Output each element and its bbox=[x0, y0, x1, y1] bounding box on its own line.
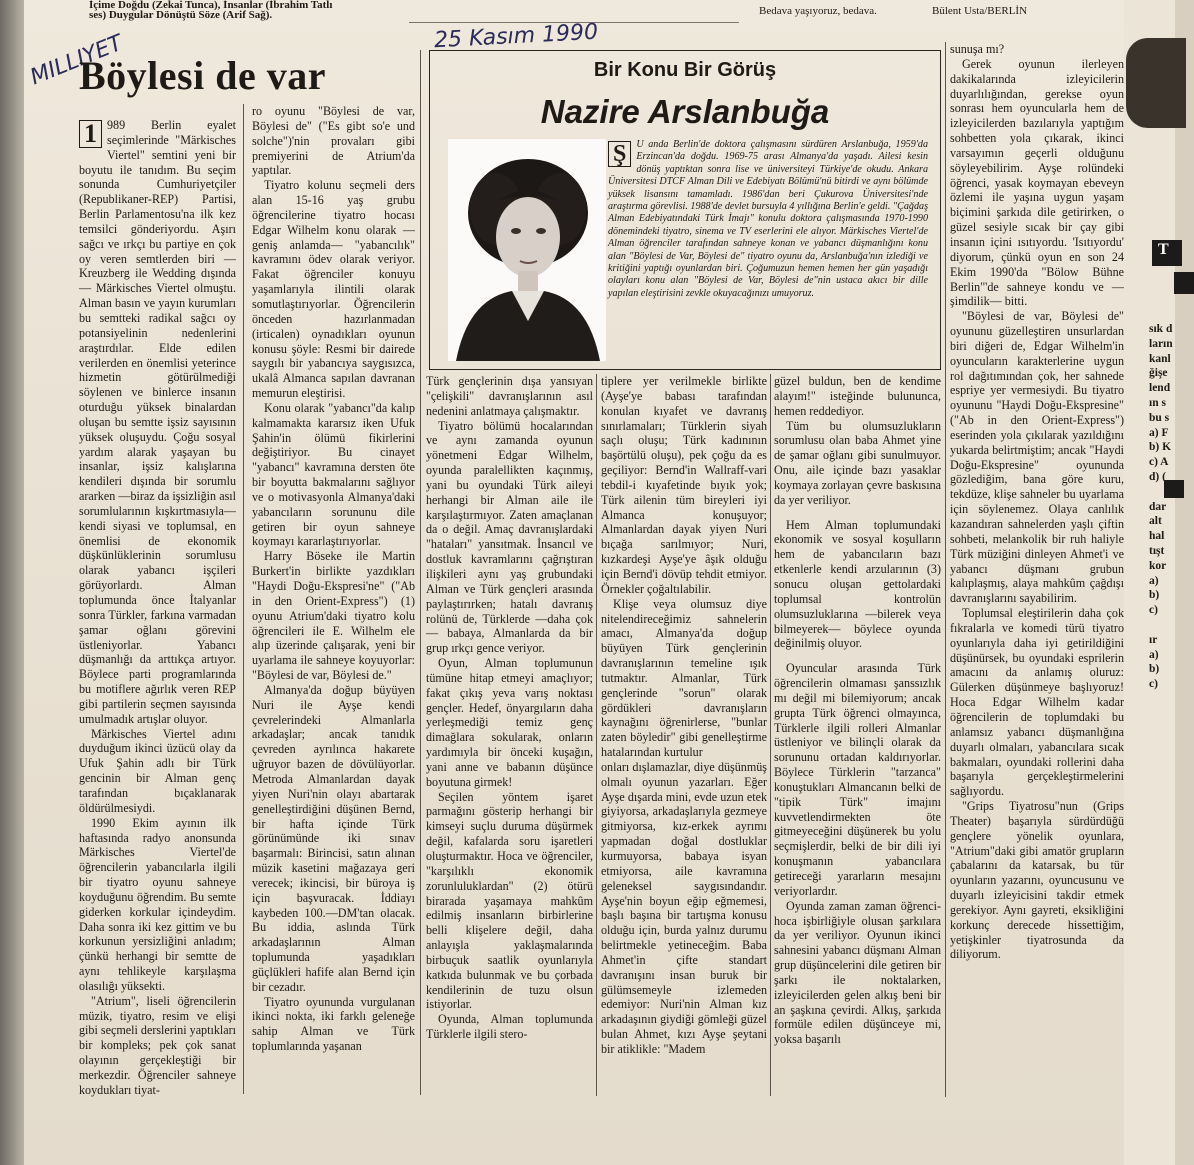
column-5-paragraph-3: Hem Alman toplumundaki ekonomik ve sosyal koşulların hem de yabancıların bazı etkenlerle kendi arzularının (3) sonucu oluşan gettolardaki toplumsal kontrolün olumsuzluklarına —bilerek veya bilmeyerek— böylece oyunda değinilmiş oluyor. bbox=[774, 517, 941, 651]
column-6-paragraph-2: Gerek oyunun ilerleyen dakikalarında izleyicilerin duyarlılığından, gerekse oyun sonrası hem oyuncularla hem de izleyicilerden bazılarıyla yaptığım sohbetten yola çıkarak, ikinci varsayımın geçerli olduğunu söyleyebilirim. Ayşe rolündeki öğrenci, yasak koymayan ebeveyn özlemi ile yaşına uygun yaşam biçimini şarkıda dile getirirken, o güzel sesiyle sıcak bir çay gibi insanın içini ısıtıyordu. 'Isıtıyordu' diyorum, çünkü oyun en son 24 Ekim 1990'da "Bölow Bühne Berlin"'de sahneye kondu ve —şimdilik— bitti. bbox=[950, 56, 1124, 309]
column-rule bbox=[243, 104, 244, 1094]
column-1 bbox=[79, 118, 236, 1098]
column-4 bbox=[601, 374, 767, 1057]
column-3-paragraph-5: Oyunda, Alman toplumunda Türklerle ilgili stero- bbox=[426, 1012, 593, 1042]
adjacent-heading-letter: T bbox=[1158, 241, 1169, 258]
column-2 bbox=[252, 104, 415, 1054]
column-4-paragraph-1: tiplere yer verilmekle birlikte (Ayşe'ye babası tarafından konulan kıyafet ve davranış sınırlamaları; Türklerin siyah saçlı oluşu; Türk kadınının başörtülü oluşu), pek çoğu da es geçiliyor: Bernd'in Wallraff-vari tebdil-i kıyafetinde bıyık yok; Türk ailenin tüm bireyleri iyi Almanca konuşuyor; Almanlardan dayak yiyen Nuri bıçağa sarılmıyor; Nuri, kızkardeşi Ayşe'ye âşık olduğu için Bernd'i dövüp tehdit etmiyor. Örnekler çoğaltılabilir. bbox=[601, 374, 767, 596]
column-5-paragraph-4: Oyuncular arasında Türk öğrencilerin olmaması şanssızlık mı değil mi bilemiyorum; ancak grupta Türk öğrenci olmayınca, Türklerle ilgili rolleri Almanlar üstleniyor ve bilinçli olarak da sorununu ortadan kaldırıyorlar. Böylece Türklerin "tarzanca" konuştukları Almancanın belki de "tipik Türk" imajını kuvvetlendirmekten öte gitmeyeceğini düşünerek bu yolu seçmişlerdir, belki de bir dili iyi konuşmanın yabancılara getireceği yararların mesajını veriyorlardır. bbox=[774, 661, 941, 898]
author-bio bbox=[608, 139, 928, 300]
column-5-paragraph-5: Oyunda zaman zaman öğrenci-hoca işbirliğiyle olusan şarkılara da yer veriliyor. Oyunun ikinci sahnesini yabancı düşmanı Alman grup düşüncelerini dile getiren bir şarkı ile noktalarken, izleyicilerden gelen alkış beni bir an şaşkına çevirdi. Alkış, şarkıda formüle edilen düşünceye mi, yoksa başarılı bbox=[774, 898, 941, 1047]
column-1-paragraph-3: 1990 Ekim ayının ilk haftasında radyo anonsunda Märkisches Viertel'de öğrencilerin yabancılarla ilgili bir tiyatro oyunu sahneye koyduğunu öğrendim. Bu semte giderken korkular içindeydim. Daha sonra iki kez gittim ve bu korkunun yersizliğini anladım; çünkü herhangi bir semtte de aynı tehlikeyle karşılaşma olasılığı yüksekti. bbox=[79, 815, 236, 993]
column-3 bbox=[426, 374, 593, 1042]
bio-dropcap: Ş bbox=[608, 141, 631, 167]
column-5-paragraph-1: güzel buldun, ben de kendime alayım!" isteğinde bulununca, hemen reddediyor. bbox=[774, 374, 941, 418]
column-2-paragraph-3: Konu olarak "yabancı"da kalıp kalmamakta kararsız iken Ufuk Şahin'in ölümü fikirlerini değiştiriyor. Bu cinayet "yabancı" kavramına dersten öte bir boyutta bakmalarını sağlıyor ve o motivasyonla Almanya'daki yabancıların sorununu dile getiren bir oyun sahneye koymayı kararlaştırıyorlar. bbox=[252, 400, 415, 549]
adjacent-column-text: sık d ların kanl ğişe lend ın s bu s a) F b) K c) A d) ( dar alt hal tışt kor a) b) c) ır a) b) c) bbox=[1149, 323, 1173, 691]
column-6 bbox=[950, 42, 1124, 962]
article-headline: Böylesi de var bbox=[79, 53, 326, 98]
column-4-paragraph-3: onları dışlamazlar, diye düşünmüş olmalı oyunun yazarları. Eğer Ayşe dışarda mini, evde uzun etek giyiyorsa, arkadaşlarıyla gezmeye gitmiyorsa, kız-erkek ayrımı yapmadan doğal dostluklar kurmuyorsa, babaya isyan etmiyorsa, aile kavramına geleneksel saygısındandır. Ayşe'nin boyun eğip eğmemesi, başlı başına bir tartışma konusu olduğu için, burda yalnız durumu belirtmekle yetineceğim. Baba Ahmet'in çifte standart davranışını insan buruk bir gülümsemeyle izlemeden edemiyor: Nuri'nin Alman kız arkadaşının giydiği gömleği güzel bulan Ahmet, kızı Ayşe şeytani bir atiklikle: "Madem bbox=[601, 759, 767, 1056]
column-6-paragraph-3: "Böylesi de var, Böylesi de" oyununu güzelleştiren unsurlardan biri diğeri de, Edgar Wilhelm'in oyuncuların karakterlerine uygun rol dağıtımından çok, her sahnede espriye yer vermesiydi. Bu tiyatro oyununu "Haydi Doğu-Ekspresine" ("Ab in den Orient-Express") eserinden yola çıkılarak yazıldığını yukarda belirtmiştim; ancak "Haydi Doğu-Ekspresine" oyununda gözlediğim, bana göre kuru, tekdüze, klişe sahneler bu uyarlama için söylenemez. Olaya canlılık kazandıran sahnelerden yaşlı çiftin sohbeti, melankolik bir ruh haliyle Türk müziğini dinleyen Ahmet'i ve yabancı düşmanı grubun kalıplaşmış, alaya mahkûm çağdışı davranışlarını sayabilirim. bbox=[950, 309, 1124, 606]
column-5 bbox=[774, 374, 941, 1047]
dropcap: 1 bbox=[79, 120, 102, 148]
profile-box bbox=[429, 50, 941, 370]
adjacent-heading-block bbox=[1174, 272, 1194, 294]
column-1-paragraph-2: Märkisches Viertel adını duyduğum ikinci üzücü olay da Ufuk Şahin adlı bir Türk gencinin bir Alman genç tarafından bıçaklanarak öldürülmesiydi. bbox=[79, 726, 236, 815]
column-3-paragraph-3: Oyun, Alman toplumunun tümüne hitap etmeyi amaçlıyor; fakat çıkış yeva varış noktası gençler. Hedef, önyargıların daha yerleşmediği temiz genç dimağlara sokularak, onların yardımıyla bir önceki kuşağın, yani anne ve babanın düşünce boyutuna girmek! bbox=[426, 656, 593, 789]
adjacent-photo bbox=[1126, 38, 1186, 128]
column-6-paragraph-1: sunuşa mı? bbox=[950, 42, 1005, 56]
column-5-paragraph-2: Tüm bu olumsuzlukların sorumlusu olan baba Ahmet yine de şamar oğlanı gibi sunulmuyor. Onu, aile içinde bazı yasaklar koymaya zorlayan çevre baskısına da yer veriliyor. bbox=[774, 418, 941, 507]
column-3-paragraph-4: Seçilen yöntem işaret parmağını gösterip herhangi bir kimseyi suçlu duruma düşürmek değil, kafalarda soru işaretleri oluşturmaktır. Hoca ve öğrenciler, "karşılıklı ekonomik zorunluluklardan" (2) ötürü birarada yaşamaya mahkûm edilmiş insanların birbirlerine belli klişelere değil, daha anlayışla yaklaşmalarında birbuçuk saatlik oyunlarıyla katkıda bulunmak ve bu çorbada kendilerinin de tuzu olsun istiyorlar. bbox=[426, 789, 593, 1012]
author-portrait-photo bbox=[448, 139, 606, 361]
column-2-paragraph-4: Harry Böseke ile Martin Burkert'in birlikte yazdıkları "Haydi Doğu-Ekspresi'ne" ("Ab in den Orient-Express") (1) oyunu Atrium'daki tiyatro kolu öğrencileri ile E. Wilhelm ele alıp üzerinde çalışarak, yeni bir uyarlama ile sahneye koyuyorlar: "Böylesi de var, Böylesi de." bbox=[252, 549, 415, 683]
column-3-paragraph-2: Tiyatro bölümü hocalarından ve aynı zamanda oyunun yönetmeni Edgar Wilhelm, oyunda paralellikten kaçınmış, yani bu oyundaki Türk aileyi herhangi bir Alman aile ile karşılaştırmıyor. Zaten amaçlanan da o değil. Amaç davranışlardaki "hataları" yansıtmak. İnsancıl ve dostluk kavramlarını çağrıştıran ilişkileri aynı yaş grubundaki Alman ve Türk gençleri arasında paylaştırırken; hatalı davranış rolünü de, Türklerde —daha çok— babaya, Almanlarda da bir grup ırkçı gence veriyor. bbox=[426, 418, 593, 656]
handwritten-paper-name: MILLIYET bbox=[26, 30, 127, 91]
column-1-paragraph-1: 1 989 Berlin eyalet seçimlerinde "Märkisches Viertel" semtini yeni bir boyutu ile tanıdım. Bu seçim sonunda Cumhuriyetçiler (Republikaner-REP) Partisi, Berlin Parlamentosu'na ilk kez temsilci gönderiyordu. Aşırı sağcı ve ırkçı bu partiye en çok oy veren semtlerden biri —Kreuzberg ile Wedding dışında— Märkisches Viertel olmuştu. Alman basın ve yayın kurumları bu semtteki radikal sağcı oy potansiyelinin nedenlerini araştırdılar. Elde edilen verilerden en önemlisi yeterince hizmetin götürülmediği söylenen ve binlerce insanın oturduğu yüksek binalardan oluşan bu semtte işsiz sayısının yüksek oluşuydu. Çoğu sosyal yardım alarak yaşayan bu insanlar, işsiz kalışlarına kendileri dışında bir sorumlu ararken —biraz da işsizliğin asıl sorumlularının kışkırtmasıyla— kendi siyasi ve toplumsal, en önemlisi de ekonomik düşkünlüklerinin sorumlusu olarak yabancı işçileri görüyorlardı. Alman toplumunda önce İtalyanlar sonra Türkler, farkına varmadan şamar oğlanı görevini üstleniyorlar. Yabancı düşmanlığı da arttıkça artıyor. Böylece parti programlarında bu motiflere ağırlık veren REP gibi partilerin seçmen sayısında umulmadık artışlar oluyor. bbox=[79, 118, 236, 726]
bio-text: U anda Berlin'de doktora çalışmasını sürdüren Arslanbuğa, 1959'da Erzincan'da doğdu. 1969-75 arası Almanya'da yaşadı. Ailesi kesin dönüş yaptıktan sonra lise ve üniversiteyi Türkiye'de okudu. Ankara Üniversitesi DTCF Alman Dili ve Edebiyatı Bölümü'nü bitirdi ve aynı bölümde yüksek lisansını tamamladı. 1986'dan beri Çukurova Üniversitesi'nde araştırma görevlisi. 1988'de devlet bursuyla 4 yıllığına Berlin'e geldi. "Çağdaş Alman Edebiyatındaki Türk İmajı" konulu doktora çalışmasında 1970-1990 dönemindeki tiyatro, sinema ve TV eserlerini ele alıyor. Märkisches Viertel'de Alman öğrenciler tarafından sahneye konan ve yabancı düşmanlığını konu alan "Böylesi de Var, Böylesi de" tiyatro oyunu da, Arslanbuğa'nın izlediği ve kritiğini yaptığı oyunlardan biri. Çoğumuzun hemen hemen her gün yaşadığı olayları konu alan "Böylesi de Var, Böylesi de"nin ustaca akıcı bir dille yapılan eleştirisini zevkle okuyacağınızı umuyoruz. bbox=[608, 139, 928, 299]
top-strip bbox=[24, 0, 1151, 22]
handwritten-date: 25 Kasım 1990 bbox=[433, 19, 599, 54]
newspaper-page bbox=[24, 0, 1173, 1165]
top-byline-right: Bülent Usta/BERLİN bbox=[932, 5, 1028, 17]
column-rule bbox=[596, 374, 597, 1096]
column-rule bbox=[945, 42, 946, 1097]
column-1-paragraph-4: "Atrium", liseli öğrencilerin müzik, tiyatro, resim ve elişi gibi seçmeli derslerini yaptıkları bir kompleks; pek çok sanat olayının gerçekleştiği bir merkezdir. Öğrenciler sahneye koydukları tiyat- bbox=[79, 993, 236, 1097]
cartoon-sketch bbox=[409, 0, 739, 23]
adjacent-page-edge bbox=[1124, 0, 1175, 1165]
portrait-svg bbox=[448, 139, 606, 361]
column-2-paragraph-6: Tiyatro oyununda vurgulanan ikinci nokta, iki farklı geleneğe sahip Alman ve Türk toplumlarında yaşanan bbox=[252, 994, 415, 1054]
column-rule bbox=[770, 374, 771, 1096]
column-2-paragraph-2: Tiyatro kolunu seçmeli ders alan 15-16 yaş grubu öğrencilerine tiyatro hocası Edgar Wilhelm konu olarak —geniş anlamda— "yabancılık" kavramını ödev olarak veriyor. Fakat öğrenciler konuyu yaşamlarıyla ilintili olarak somutlaştırıyorlar. Öğrencilerin önceden hazırlanmadan (irticalen) oynadıkları oyunun konusu şöyle: Resmi bir dairede saygılı bir yabancıya saygısızca, ukalâ Almanca sapılan davranan memurun eleştirisi. bbox=[252, 178, 415, 401]
top-caption-line1: İçime Doğdu (Zekai Tunca), İnsanlar (İbrahim Tatlı bbox=[89, 0, 333, 11]
author-name: Nazire Arslanbuğa bbox=[540, 93, 830, 130]
column-4-paragraph-2: Klişe veya olumsuz diye nitelendireceğimiz sahnelerin amacı, Almanya'da doğup büyüyen Türk gençlerinin davranışlarının temeline ışık tutmaktır. Almanlar, Türk gençlerinde "sorun" olarak gördükleri davranışların kaynağını öğrenirlerse, "bunlar zaten böyledir" gibi genelleştirme hatalarından kurtulur bbox=[601, 596, 767, 760]
box-header: Bir Konu Bir Görüş bbox=[593, 59, 777, 81]
page-edge-shadow bbox=[0, 0, 24, 1165]
column-6-paragraph-5: "Grips Tiyatrosu"nun (Grips Theater) başarıyla sürdürdüğü gençlere yönelik oyunlara, "Atrium"daki gibi amatör grupların çabalarını da katarsak, bu tür oyunların yazarını, oyuncusunu ve duyarlı izleyicisini takdir etmek gerekiyor. Aynı gayreti, eksikliğini korkunç derecede hissettiğim, yetişkinler tiyatrosunda da diliyorum. bbox=[950, 799, 1124, 962]
column-6-paragraph-4: Toplumsal eleştirilerin daha çok fıkralarla ve komedi türü tiyatro oyunlarıyla daha iyi getirildiğini düşünürsek, bu oyundaki esprilerin amacını da anlamış oluruz: Gülerken düşünmeye başlıyoruz! Hoca Edgar Wilhelm kadar öğrencilerin de toplumdaki bu anlamsız yabancı düşmanlığına duyarlı olmaları, yabancılara sıcak bakmaları, oyundaki rollerini daha başarıyla gerçekleştirmelerini sağlıyordu. bbox=[950, 606, 1124, 799]
top-caption-line2: ses) Duygular Dönüştü Söze (Arif Sağ). bbox=[89, 9, 273, 21]
column-2-paragraph-1: ro oyunu "Böylesi de var, Böylesi de" ("Es gibt so'e und solche")'nin provaları gibi premiyerini de Atrium'da yaptılar. bbox=[252, 104, 415, 178]
column-3-paragraph-1: Türk gençlerinin dışa yansıyan "çelişkili" davranışlarının asıl nedenini anlatmaya çalışmaktır. bbox=[426, 374, 593, 418]
column-rule bbox=[420, 50, 421, 1095]
column-2-paragraph-5: Almanya'da doğup büyüyen Nuri ile Ayşe kendi çevrelerindeki Almanlarla arkadaşlar; ancak tanıdık çevreden ayrılınca hakarete uğruyor bazen de dövülüyorlar. Metroda Almanlardan dayak yiyen Nuri'nin olayı abartarak genelleştirdiğini düşünen Bernd, bir hafta içinde Türk görünümünde iki sınav başarmalı: Birincisi, satın alınan müzik kasetini mağazaya geri verecek; ikincisi, bir büroya iş için başvuracak. İddiayı kaybeden 100.—DM'tan olacak. Bu iddia, aslında Türk arkadaşlarının Alman toplumunda yaşadıkları güçlükleri hafife alan Bernd için bir cezadır. bbox=[252, 682, 415, 994]
top-caption-right: Bedava yaşıyoruz, bedava. bbox=[759, 5, 877, 17]
